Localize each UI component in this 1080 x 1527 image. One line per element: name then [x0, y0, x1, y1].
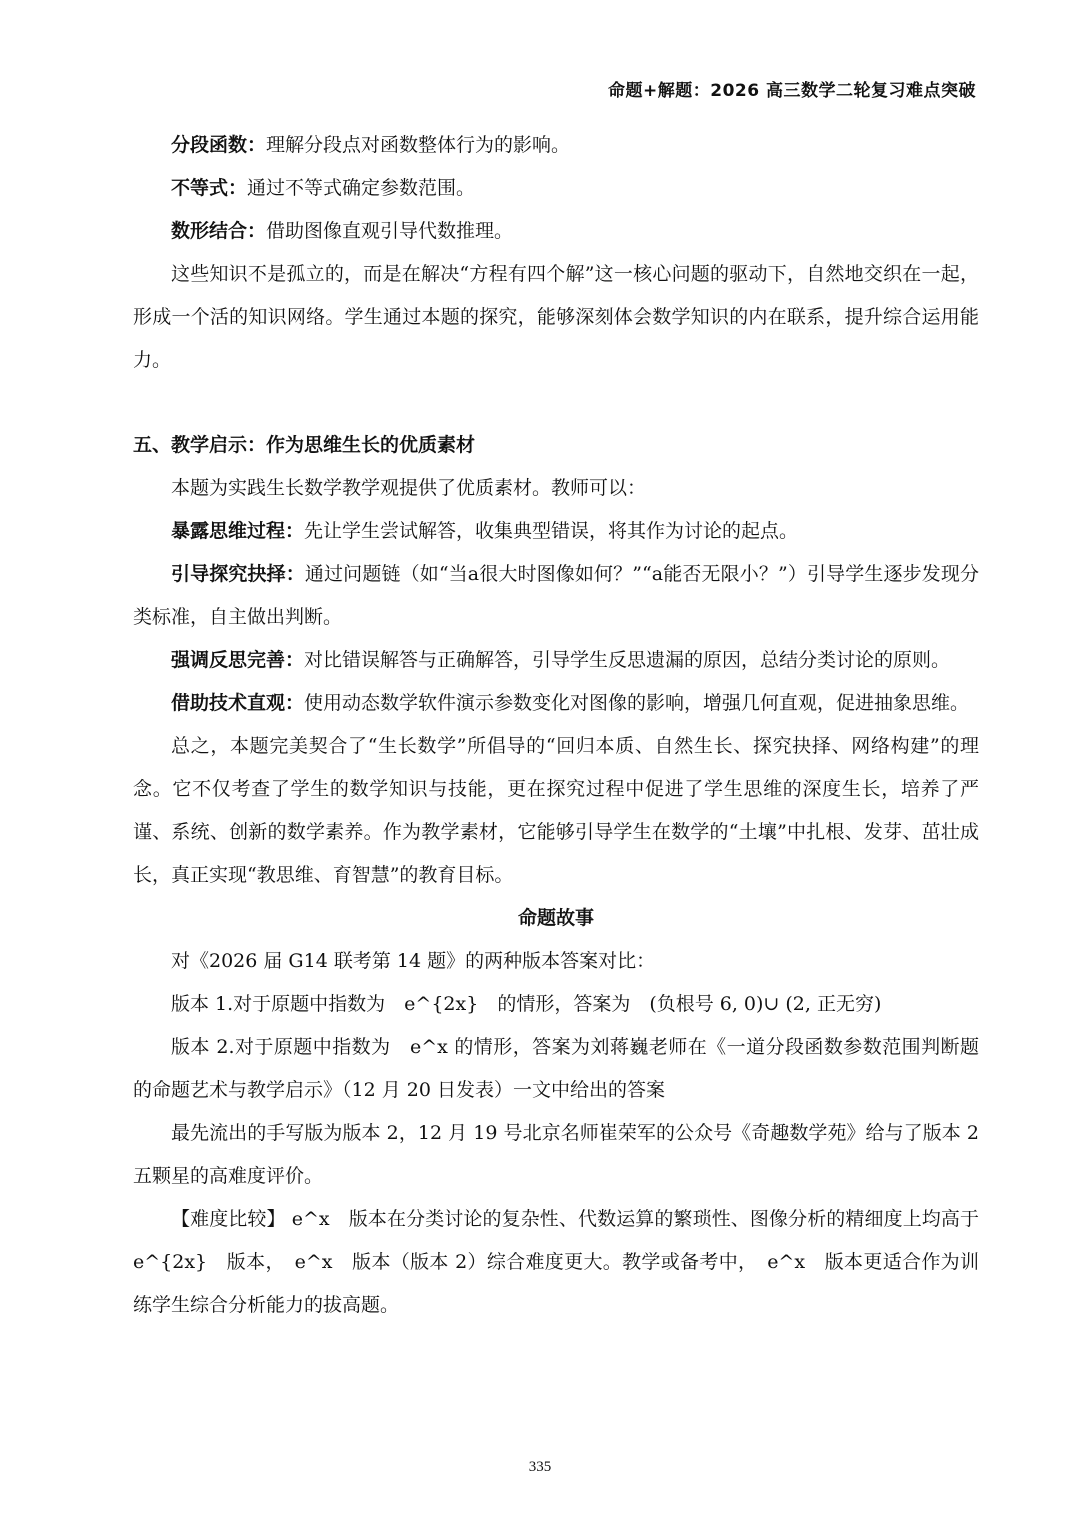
item-label: 借助技术直观： [171, 692, 305, 714]
term-label: 分段函数： [171, 134, 267, 156]
paragraph-piecewise [133, 124, 979, 167]
running-header: 命题+解题：2026 高三数学二轮复习难点突破 [608, 81, 976, 101]
item-label: 强调反思完善： [171, 649, 305, 671]
paragraph-inequality [133, 167, 979, 210]
story-line: 版本 1.对于原题中指数为 e^{2x} 的情形，答案为 (负根号 6, 0)∪ (2, 正无穷) [171, 993, 882, 1015]
term-text: 借助图像直观引导代数推理。 [266, 220, 514, 242]
teaching-item [133, 639, 979, 682]
story-body [133, 940, 999, 1327]
item-text: 使用动态数学软件演示参数变化对图像的影响，增强几何直观，促进抽象思维。 [304, 692, 970, 714]
conclusion-paragraph: 总之，本题完美契合了“生长数学”所倡导的“回归本质、自然生长、探究抉择、网络构建”的理念。它不仅考查了学生的数学知识与技能，更在探究过程中促进了学生思维的深度生长，培养了严谨、系统、创新的数学素养。作为教学素材，它能够引导学生在数学的“土壤”中扎根、发芽、茁壮成长，真正实现“教思维、育智慧”的教育目标。 [133, 735, 979, 886]
summary-paragraph: 这些知识不是孤立的，而是在解决“方程有四个解”这一核心问题的驱动下，自然地交织在一起，形成一个活的知识网络。学生通过本题的探究，能够深刻体会数学知识的内在联系，提升综合运用能力。 [133, 263, 979, 371]
page-body [133, 124, 999, 1327]
story-line: 对《2026 届 G14 联考第 14 题》的两种版本答案对比： [171, 950, 656, 972]
item-label: 暴露思维过程： [171, 520, 305, 542]
item-text: 先让学生尝试解答，收集典型错误，将其作为讨论的起点。 [304, 520, 799, 542]
section-intro: 本题为实践生长数学教学观提供了优质素材。教师可以： [171, 477, 647, 499]
item-label: 引导探究抉择： [171, 563, 305, 585]
page-number: 335 [528, 1459, 552, 1475]
story-line: 版本 2.对于原题中指数为 e^x 的情形，答案为刘蒋巍老师在《一道分段函数参数范围判断题的命题艺术与教学启示》（12 月 20 日发表）一文中给出的答案 [133, 1036, 979, 1101]
section-heading: 五、教学启示：作为思维生长的优质素材 [133, 434, 476, 456]
teaching-item [133, 510, 979, 553]
term-text: 理解分段点对函数整体行为的影响。 [266, 134, 571, 156]
term-label: 不等式： [171, 177, 248, 199]
story-title: 命题故事 [517, 907, 594, 929]
teaching-item [133, 553, 979, 639]
story-line: 【难度比较】 e^x 版本在分类讨论的复杂性、代数运算的繁琐性、图像分析的精细度上均高于 e^{2x} 版本， e^x 版本（版本 2）综合难度更大。教学或备考中， e^x 版本更适合作为训练学生综合分析能力的拔高题。 [133, 1208, 999, 1316]
story-line: 最先流出的手写版为版本 2，12 月 19 号北京名师崔荣军的公众号《奇趣数学苑》给与了版本 2 五颗星的高难度评价。 [133, 1122, 979, 1187]
term-label: 数形结合： [171, 220, 267, 242]
item-text: 对比错误解答与正确解答，引导学生反思遗漏的原因，总结分类讨论的原则。 [304, 649, 951, 671]
paragraph-graph [133, 210, 979, 253]
item-text: 通过问题链（如“当a很大时图像如何？”“a能否无限小？”）引导学生逐步发现分类标准，自主做出判断。 [133, 563, 979, 628]
teaching-item [133, 682, 979, 725]
term-text: 通过不等式确定参数范围。 [247, 177, 476, 199]
